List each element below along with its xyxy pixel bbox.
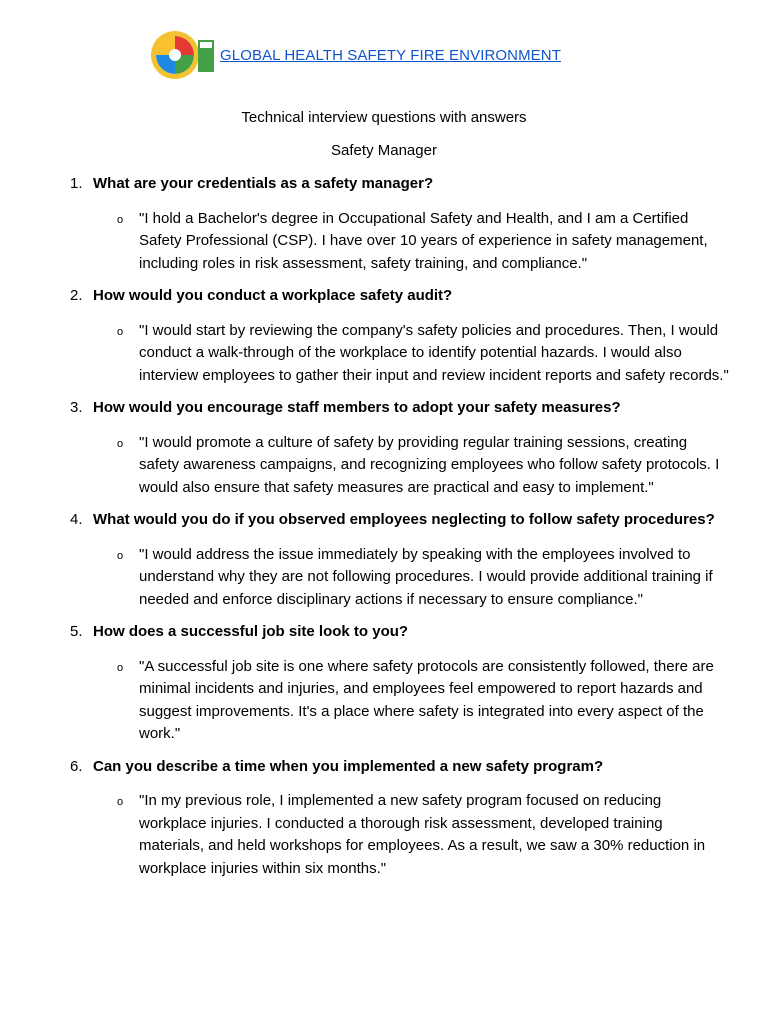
bullet-icon: o	[117, 796, 124, 808]
question-text: How would you conduct a workplace safety audit?	[93, 287, 453, 304]
answer-item	[93, 790, 729, 880]
bullet-icon: o	[117, 661, 124, 674]
answer-text: "I hold a Bachelor's degree in Occupational Safety and Health, and I am a Certified Safety Professional (CSP). I have over 10 years of experience in safety management, including roles in risk assessment, safety training, and compliance."	[139, 209, 708, 272]
bullet-icon: o	[117, 549, 124, 562]
header	[150, 28, 561, 82]
question-text: Can you describe a time when you implemented a new safety program?	[93, 757, 604, 775]
answer-text: "In my previous role, I implemented a new safety program focused on reducing workplace injuries. I conducted a thorough risk assessment, developed training materials, and held workshops for employees. As a result, we saw a 30% reduction in workplace injuries within six months."	[139, 792, 706, 877]
organization-name-link[interactable]: GLOBAL HEALTH SAFETY FIRE ENVIRONMENT	[220, 46, 561, 64]
answer-item	[93, 544, 729, 612]
answer-item	[93, 432, 729, 500]
question-item	[70, 756, 730, 881]
question-item	[70, 173, 730, 275]
logo-emblem-icon	[150, 28, 218, 82]
question-text: How does a successful job site look to you?	[93, 623, 409, 640]
answer-item	[93, 656, 729, 746]
question-text: How would you encourage staff members to adopt your safety measures?	[93, 399, 621, 416]
bullet-icon: o	[117, 437, 124, 450]
answer-text: "I would address the issue immediately by speaking with the employees involved to understand why they are not following procedures. I would provide additional training if needed and enforce disciplinary actions if necessary to ensure compliance."	[139, 545, 713, 608]
question-text: What would you do if you observed employees neglecting to follow safety procedures?	[93, 511, 715, 528]
question-item	[70, 621, 730, 746]
question-item	[70, 509, 730, 611]
organization-logo	[150, 28, 218, 82]
document-title: Technical interview questions with answers	[241, 109, 527, 126]
question-number: 4.	[70, 511, 83, 528]
answer-text: "I would promote a culture of safety by providing regular training sessions, creating safety awareness campaigns, and recognizing employees who follow safety protocols. I would also ensure that safety measures are practical and easy to implement."	[139, 433, 720, 496]
question-number: 3.	[70, 399, 83, 416]
question-number: 1.	[70, 175, 83, 192]
question-text: What are your credentials as a safety manager?	[93, 175, 434, 192]
question-item	[70, 285, 730, 387]
question-list	[70, 173, 730, 890]
bullet-icon: o	[117, 325, 124, 338]
question-number: 6.	[70, 757, 83, 775]
question-number: 2.	[70, 287, 83, 304]
document-subtitle: Safety Manager	[331, 142, 437, 159]
answer-item	[93, 208, 729, 276]
answer-text: "I would start by reviewing the company's safety policies and procedures. Then, I would conduct a walk-through of the workplace to identify potential hazards. I would also interview employees to gather their input and review incident reports and safety records."	[139, 321, 729, 384]
answer-item	[93, 320, 729, 388]
bullet-icon: o	[117, 213, 124, 226]
question-number: 5.	[70, 623, 83, 640]
question-item	[70, 397, 730, 499]
answer-text: "A successful job site is one where safety protocols are consistently followed, there are minimal incidents and injuries, and employees feel empowered to report hazards and suggest improvements. It's a place where safety is integrated into every aspect of the work."	[139, 657, 714, 742]
